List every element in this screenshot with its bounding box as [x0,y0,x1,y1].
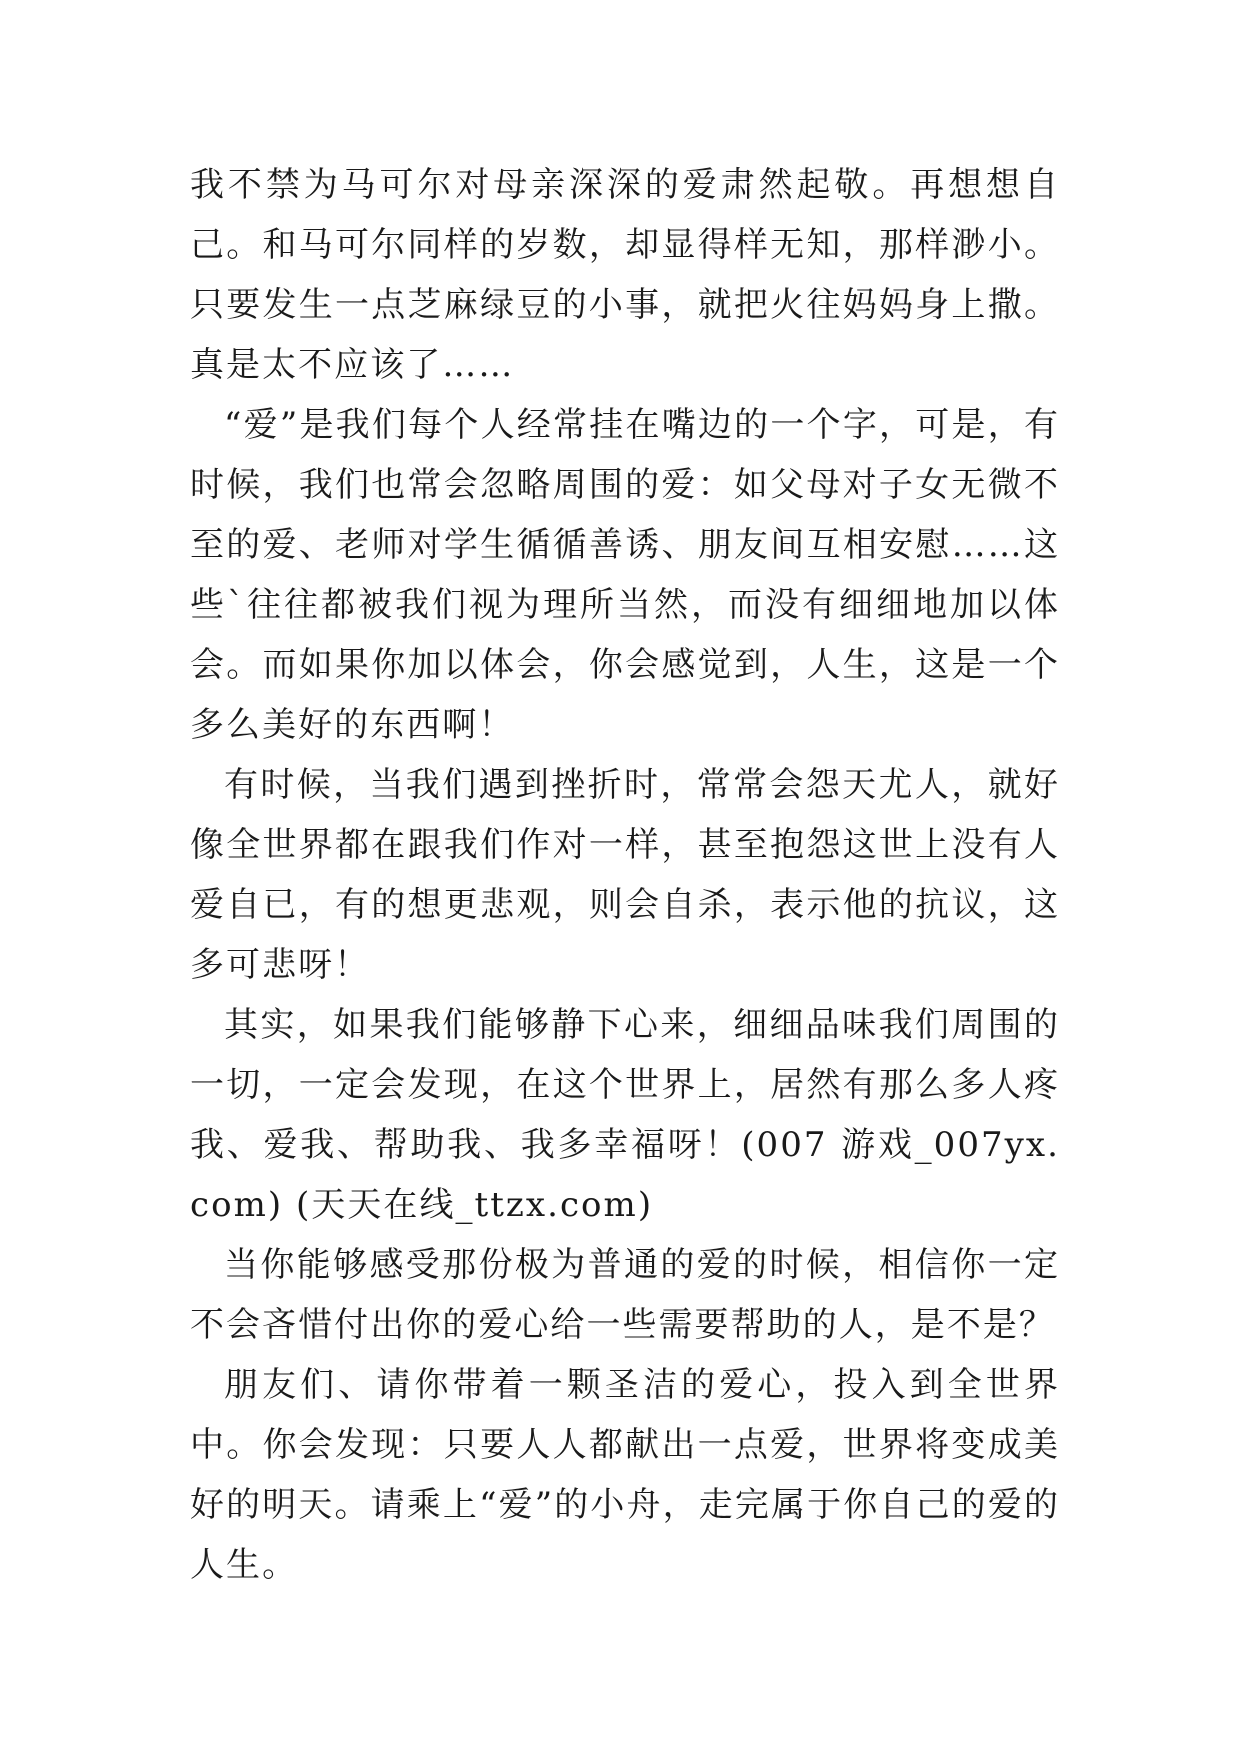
paragraph-5: 当你能够感受那份极为普通的爱的时候，相信你一定不会吝惜付出你的爱心给一些需要帮助的人，是不是？ [190,1245,1060,1345]
document-body [190,155,1060,1595]
paragraph-4: 其实，如果我们能够静下心来，细细品味我们周围的一切，一定会发现，在这个世界上，居然有那么多人疼我、爱我、帮助我、我多幸福呀！(007 游戏_007yx.com) (天天在线_ttzx.com) [190,1005,1060,1225]
paragraph-3: 有时候，当我们遇到挫折时，常常会怨天尤人，就好像全世界都在跟我们作对一样，甚至抱怨这世上没有人爱自已，有的想更悲观，则会自杀，表示他的抗议，这多可悲呀！ [190,765,1060,985]
paragraph-6: 朋友们、请你带着一颗圣洁的爱心，投入到全世界中。你会发现：只要人人都献出一点爱，世界将变成美好的明天。请乘上“爱”的小舟，走完属于你自己的爱的人生。 [190,1365,1060,1585]
paragraph-1: 我不禁为马可尔对母亲深深的爱肃然起敬。再想想自己。和马可尔同样的岁数，却显得样无知，那样渺小。只要发生一点芝麻绿豆的小事，就把火往妈妈身上撒。真是太不应该了…… [190,165,1060,385]
paragraph-2: “爱”是我们每个人经常挂在嘴边的一个字，可是，有时候，我们也常会忽略周围的爱：如父母对子女无微不至的爱、老师对学生循循善诱、朋友间互相安慰……这些`往往都被我们视为理所当然，而没有细细地加以体会。而如果你加以体会，你会感觉到，人生，这是一个多么美好的东西啊！ [190,405,1060,745]
